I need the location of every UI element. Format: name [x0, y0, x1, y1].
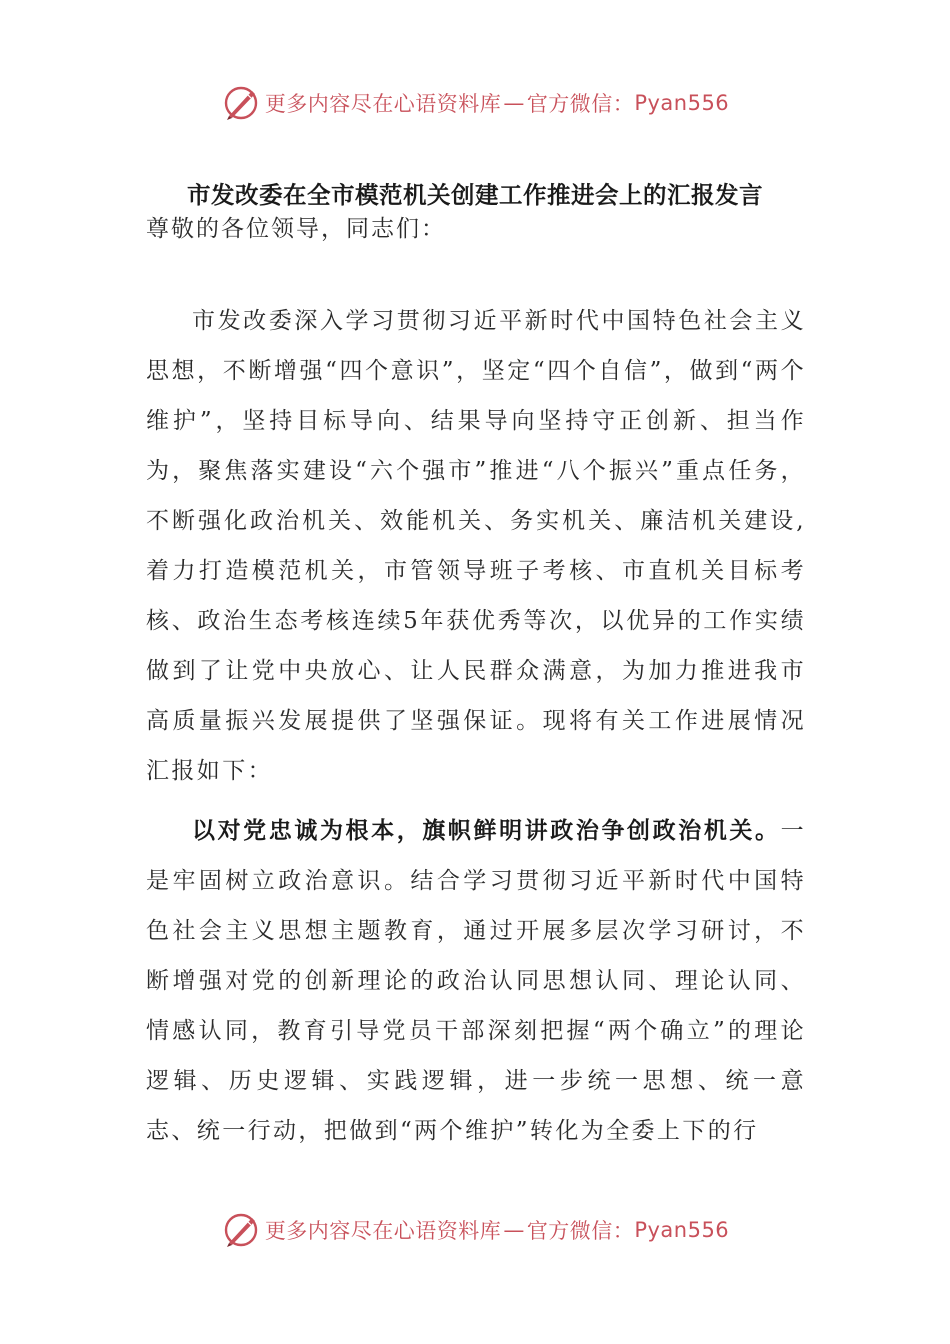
banner-wechat-id: Pyan556 [634, 1218, 730, 1242]
banner-dash: — [503, 1218, 525, 1242]
pen-logo-icon [221, 1210, 261, 1250]
salutation: 尊敬的各位领导，同志们： [146, 216, 446, 242]
banner-site-text: 更多内容尽在心语资料库 [264, 1219, 502, 1243]
section-heading-lead: 以对党忠诚为根本，旗帜鲜明讲政治争创政治机关。 [192, 817, 781, 844]
footer-banner [0, 1207, 950, 1253]
banner-wechat-label: 官方微信： [526, 1219, 635, 1243]
document-title: 市发改委在全市模范机关创建工作推进会上的汇报发言 [187, 181, 763, 209]
banner-site-text: 更多内容尽在心语资料库 [264, 92, 502, 116]
banner-wechat-id: Pyan556 [634, 91, 730, 115]
banner-wechat-label: 官方微信： [526, 92, 635, 116]
pen-logo-icon [221, 83, 261, 123]
paragraph-intro: 市发改委深入学习贯彻习近平新时代中国特色社会主义思想，不断增强“四个意识”，坚定“四个自信”，做到“两个维护”，坚持目标导向、结果导向坚持守正创新、担当作为，聚焦落实建设“六个强市”推进“八个振兴”重点任务，不断强化政治机关、效能机关、务实机关、廉洁机关建设,着力打造模范机关，市管领导班子考核、市直机关目标考核、政治生态考核连续5年获优秀等次，以优异的工作实绩做到了让党中央放心、让人民群众满意，为加力推进我市高质量振兴发展提供了坚强保证。现将有关工作进展情况汇报如下： [146, 308, 806, 784]
banner-dash: — [503, 91, 525, 115]
header-banner [0, 80, 950, 126]
section-body: 一是牢固树立政治意识。结合学习贯彻习近平新时代中国特色社会主义思想主题教育，通过开展多层次学习研讨，不断增强对党的创新理论的政治认同思想认同、理论认同、情感认同，教育引导党员干部深刻把握“两个确立”的理论逻辑、历史逻辑、实践逻辑，进一步统一思想、统一意志、统一行动，把做到“两个维护”转化为全委上下的行 [146, 818, 806, 1144]
paragraph-section-one [146, 806, 806, 1156]
